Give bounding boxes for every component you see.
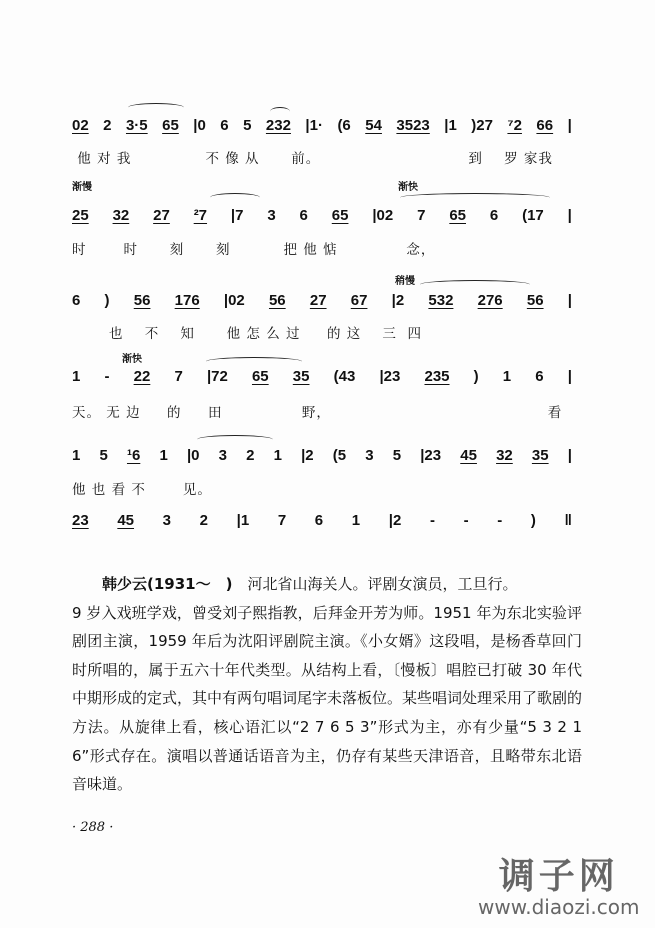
- note-token: 2: [199, 512, 208, 529]
- note-token: 1: [502, 368, 512, 385]
- notation-row: [72, 292, 572, 312]
- notation-row: [72, 512, 572, 532]
- note-token: 3: [218, 447, 227, 464]
- measure-token: |7: [230, 207, 244, 224]
- note-token: ): [530, 512, 536, 529]
- note-token: 32: [496, 447, 513, 464]
- measure-token: |: [567, 292, 572, 309]
- note-token: (17: [522, 207, 544, 224]
- slur: [128, 103, 184, 112]
- measure-token: |02: [223, 292, 245, 309]
- note-token: -: [497, 512, 503, 529]
- note-token: 32: [112, 207, 130, 224]
- note-token: 66: [536, 117, 554, 134]
- note-token: 276: [477, 292, 503, 309]
- measure-token: |23: [379, 368, 401, 385]
- note-token: 3: [162, 512, 171, 529]
- note-token: 6: [220, 117, 229, 134]
- slur: [400, 193, 550, 202]
- measure-token: |2: [388, 512, 402, 529]
- note-token: 25: [72, 207, 89, 224]
- note-token: 2: [246, 447, 255, 464]
- note-token: 45: [117, 512, 135, 529]
- note-token: 23: [72, 512, 89, 529]
- note-token: 56: [268, 292, 286, 309]
- note-token: 235: [424, 368, 450, 385]
- note-token: 65: [162, 117, 179, 134]
- note-token: -: [104, 368, 110, 385]
- measure-token: |: [567, 207, 572, 224]
- lyrics-row: 时 时 刻 刻 把 他 惦 念，: [72, 242, 436, 258]
- notation-row: [72, 368, 572, 388]
- slur: [270, 107, 290, 116]
- note-token: (43: [333, 368, 356, 385]
- measure-token: |2: [391, 292, 405, 309]
- note-token: ¹6: [126, 447, 141, 464]
- note-token: 3: [365, 447, 374, 464]
- note-token: 6: [535, 368, 544, 385]
- note-token: 6: [72, 292, 81, 309]
- slur: [197, 435, 273, 444]
- notation-row: [72, 447, 572, 467]
- tempo-mark: 渐快: [398, 182, 418, 193]
- note-token: )27: [471, 117, 493, 134]
- text-line: 河北省山海关人。评剧女演员，工旦行。: [247, 575, 518, 593]
- measure-token: |2: [301, 447, 314, 464]
- note-token: 5: [243, 117, 252, 134]
- measure-token: |: [567, 117, 572, 134]
- lyrics-row: 他 对 我 不 像 从 前。 到 罗 家我: [72, 151, 553, 167]
- note-token: 3523: [396, 117, 430, 134]
- note-token: 02: [72, 117, 89, 134]
- measure-token: |1·: [305, 117, 323, 134]
- notation-row: [72, 207, 572, 227]
- note-token: 1: [72, 447, 81, 464]
- note-token: 56: [133, 292, 151, 309]
- note-token: 35: [292, 368, 310, 385]
- note-token: 6: [489, 207, 499, 224]
- watermark: [478, 848, 639, 919]
- measure-token: |: [567, 368, 572, 385]
- note-token: (5: [332, 447, 347, 464]
- notation-row: [72, 117, 572, 137]
- slur: [206, 357, 302, 366]
- measure-token: |: [567, 447, 572, 464]
- note-token: 22: [133, 368, 151, 385]
- note-token: 35: [531, 447, 549, 464]
- note-token: 65: [251, 368, 269, 385]
- measure-token: |1: [236, 512, 250, 529]
- note-token: 5: [99, 447, 108, 464]
- note-token: ²7: [193, 207, 208, 224]
- note-token: 2: [103, 117, 112, 134]
- note-token: 65: [331, 207, 349, 224]
- note-token: 6: [314, 512, 324, 529]
- measure-token: |02: [372, 207, 394, 224]
- commentary: [72, 570, 582, 799]
- note-token: 67: [350, 292, 368, 309]
- note-token: 1: [72, 368, 81, 385]
- note-token: 1: [159, 447, 168, 464]
- tempo-mark: 渐快: [122, 354, 142, 365]
- commentary-paragraph: [72, 570, 582, 599]
- measure-token: |0: [186, 447, 200, 464]
- measure-token: ‖: [564, 512, 572, 529]
- watermark-url: www.diaozi.com: [478, 895, 640, 919]
- lyrics-row: 他 也 看 不 见。: [72, 482, 212, 498]
- note-token: 54: [365, 117, 382, 134]
- note-token: 7: [277, 512, 287, 529]
- lyrics-row: 也 不 知 他 怎 么 过 的 这 三 四: [72, 326, 422, 342]
- lyrics-row: 天。 无 边 的 田 野， 看: [72, 405, 563, 421]
- measure-token: |1: [444, 117, 457, 134]
- note-token: 45: [460, 447, 477, 464]
- note-token: 532: [428, 292, 454, 309]
- note-token: 5: [392, 447, 402, 464]
- note-token: ⁷2: [507, 117, 522, 134]
- note-token: -: [463, 512, 469, 529]
- measure-token: |72: [206, 368, 228, 385]
- slur: [210, 193, 260, 202]
- measure-token: |23: [420, 447, 442, 464]
- performer-name: 韩少云(1931～ ): [102, 575, 233, 593]
- note-token: ): [473, 368, 479, 385]
- tempo-mark: 渐慢: [72, 182, 92, 193]
- note-token: 3·5: [125, 117, 148, 134]
- watermark-name: 调子网: [498, 856, 619, 897]
- commentary-paragraph: 9 岁入戏班学戏，曾受刘子熙指教，后拜金开芳为师。1951 年为东北实验评剧团主演，1959 年后为沈阳评剧院主演。《小女婿》这段唱，是杨香草回门时所唱的，属于五六十年代类型。从结构上看，〔慢板〕唱腔已打破 30 年代中期形成的定式，其中有两句唱词尾字未落板位。某些唱词处理采用了歌剧的方法。从旋律上看，核心语汇以“2 7 6 5 3”形式为主，亦有少量“5 3 2 1 6”形式存在。演唱以普通话语音为主，仍存有某些天津语音，且略带东北语音味道。: [72, 603, 583, 794]
- slur: [420, 280, 530, 289]
- note-token: 6: [299, 207, 308, 224]
- note-token: 232: [265, 117, 291, 134]
- tempo-mark: 稍慢: [395, 276, 415, 287]
- note-token: -: [429, 512, 435, 529]
- note-token: 56: [526, 292, 544, 309]
- note-token: 7: [174, 368, 183, 385]
- note-token: 7: [417, 207, 426, 224]
- note-token: 3: [267, 207, 276, 224]
- measure-token: |0: [193, 117, 206, 134]
- note-token: (6: [337, 117, 351, 134]
- note-token: ): [104, 292, 110, 309]
- note-token: 1: [351, 512, 361, 529]
- note-token: 65: [449, 207, 466, 224]
- note-token: 1: [273, 447, 282, 464]
- note-token: 27: [153, 207, 170, 224]
- note-token: 176: [174, 292, 200, 309]
- page-number: · 288 ·: [72, 820, 114, 835]
- note-token: 27: [309, 292, 327, 309]
